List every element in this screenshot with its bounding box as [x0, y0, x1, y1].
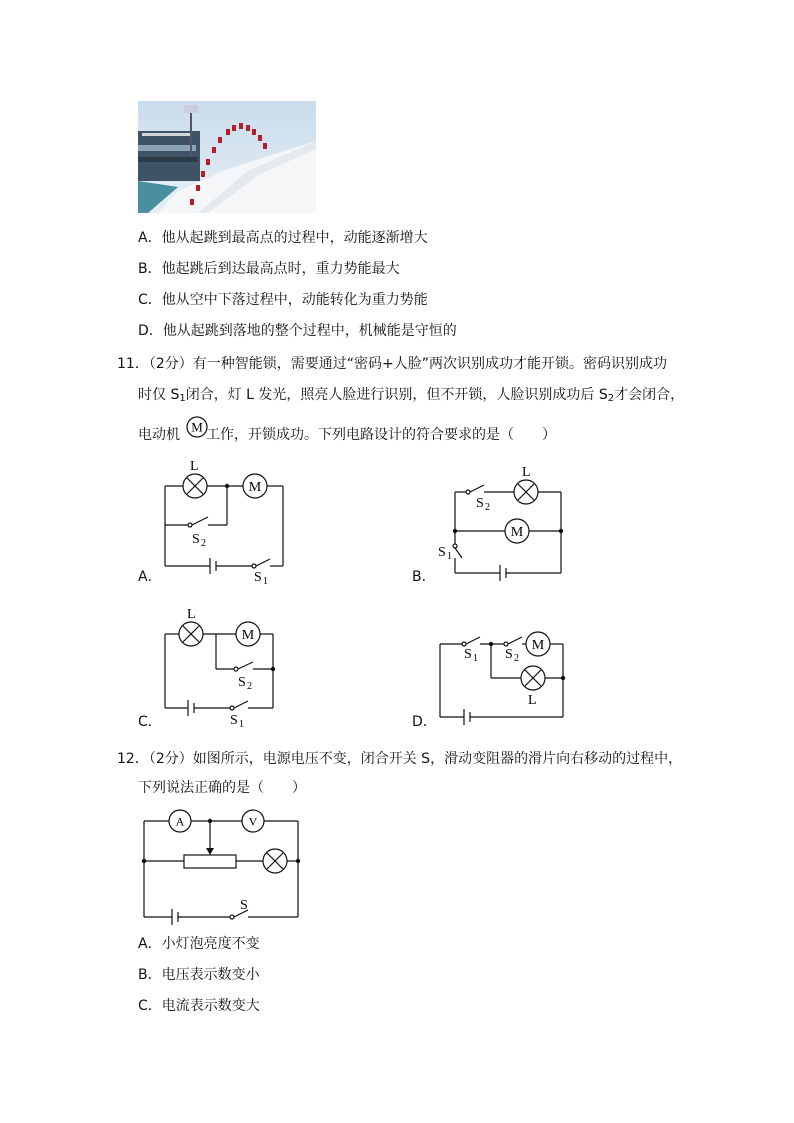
q10-option-c: C．他从空中下落过程中，动能转化为重力势能 [138, 292, 428, 308]
svg-text:S: S [240, 898, 248, 913]
q11-label-c: C． [138, 714, 162, 730]
svg-text:S: S [505, 647, 513, 662]
svg-text:M: M [510, 525, 524, 540]
ski-jump-photo [138, 101, 316, 213]
q11-label-b: B． [412, 569, 436, 585]
svg-text:M: M [248, 480, 262, 495]
svg-text:S: S [438, 545, 446, 560]
svg-text:1: 1 [263, 576, 268, 587]
q11-number: 11． [117, 356, 149, 372]
svg-text:2: 2 [247, 681, 252, 692]
svg-text:L: L [187, 607, 196, 622]
q12-stem-line1: 12．（2分）如图所示，电源电压不变，闭合开关 S，滑动变阻器的滑片向右移动的过程中， [117, 751, 683, 767]
svg-text:S: S [464, 647, 472, 662]
q10-option-a: A．他从起跳到最高点的过程中，动能逐渐增大 [138, 230, 428, 246]
q10-option-b: B．他起跳后到达最高点时，重力势能最大 [138, 261, 400, 277]
q11-stem-line2: 时仅 $S_1$闭合，灯 L 发光，照亮人脸进行识别，但不开锁，人脸识别成功后 $S_2$才会闭合， [138, 387, 685, 404]
circuit-c [130, 600, 300, 730]
svg-text:M: M [191, 419, 203, 435]
q12-stem-line2: 下列说法正确的是（ ） [138, 780, 306, 796]
q11-label-d: D． [412, 714, 437, 730]
circuit-q12 [130, 805, 310, 925]
svg-text:L: L [528, 693, 537, 708]
q11-stem-line3: 电动机 工作，开锁成功。下列电路设计的符合要求的是（ ） [138, 427, 556, 443]
q12-number: 12． [117, 751, 149, 767]
q11-label-a: A． [138, 569, 162, 585]
q11-stem-line1: 11．（2分）有一种智能锁，需要通过“密码+人脸”两次识别成功才能开锁。密码识别成功 [117, 356, 667, 372]
svg-text:2: 2 [201, 538, 206, 549]
svg-text:S: S [254, 570, 262, 585]
circuit-d [410, 600, 580, 730]
svg-text:1: 1 [447, 551, 452, 562]
svg-text:A: A [175, 814, 185, 829]
svg-text:2: 2 [485, 502, 490, 513]
svg-text:L: L [190, 459, 199, 474]
svg-text:L: L [522, 465, 531, 480]
q12-option-c: C．电流表示数变大 [138, 998, 260, 1014]
svg-text:S: S [192, 532, 200, 547]
svg-text:S: S [230, 713, 238, 728]
svg-text:1: 1 [473, 653, 478, 664]
svg-text:M: M [531, 638, 545, 653]
svg-text:S: S [476, 496, 484, 511]
svg-text:S: S [238, 675, 246, 690]
svg-text:2: 2 [514, 653, 519, 664]
q12-option-b: B．电压表示数变小 [138, 967, 260, 983]
svg-text:V: V [248, 814, 258, 829]
motor-inline-icon [186, 416, 208, 438]
q10-option-d: D．他从起跳到落地的整个过程中，机械能是守恒的 [138, 323, 457, 339]
q12-option-a: A．小灯泡亮度不变 [138, 936, 260, 952]
svg-text:M: M [241, 628, 255, 643]
svg-text:1: 1 [239, 719, 244, 730]
